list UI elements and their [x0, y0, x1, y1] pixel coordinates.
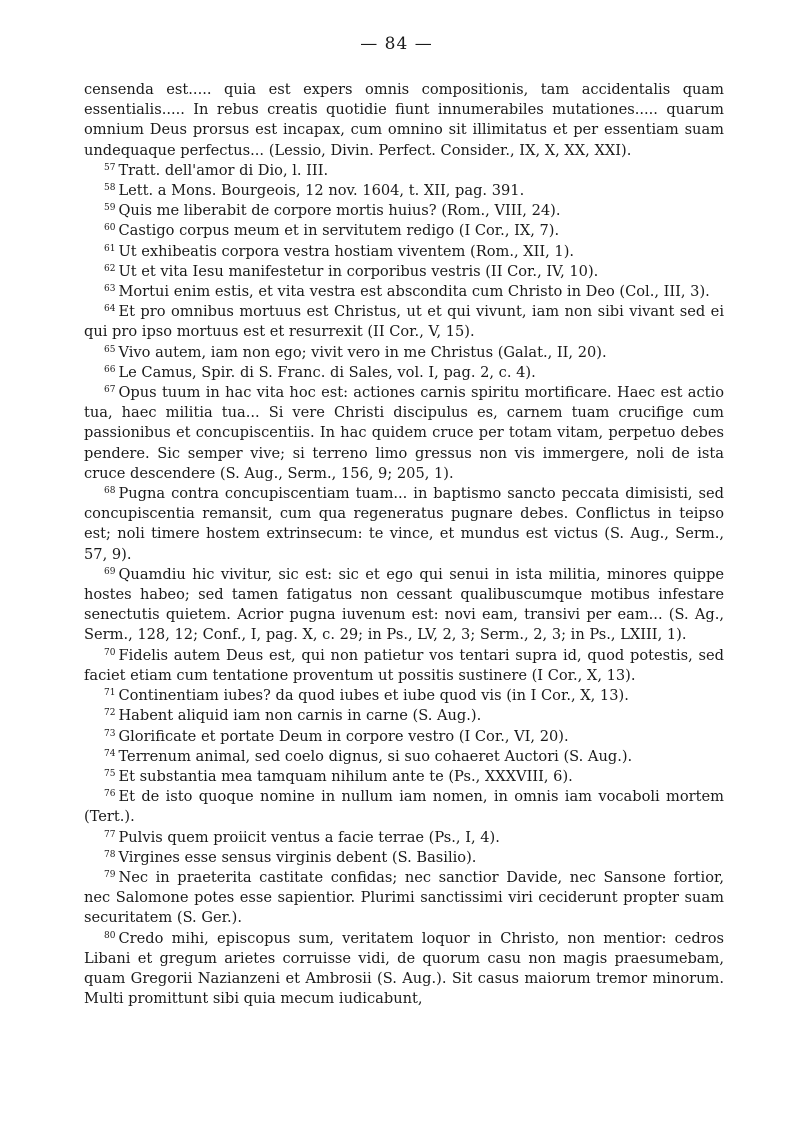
footnote-number: 58 — [104, 183, 116, 194]
footnote-64 — [84, 302, 724, 342]
footnote-number: 61 — [104, 243, 116, 254]
footnote-number: 68 — [104, 486, 116, 497]
footnote-number: 57 — [104, 162, 116, 173]
footnote-67 — [84, 383, 724, 484]
footnote-number: 75 — [104, 768, 116, 779]
footnote-text: Pugna contra concupiscentiam tuam... in baptismo sancto peccata dimisisti, sed concupiscentia remansit, cum qua regeneratus pugnare debes. Conflictus in teipso est; noli timere hostem extrinsecum: te vince, et mundus est victus (S. Aug., Serm., 57, 9). — [84, 485, 724, 563]
footnote-number: 72 — [104, 708, 116, 719]
footnote-59 — [84, 201, 724, 221]
footnote-text: Castigo corpus meum et in servitutem redigo (I Cor., IX, 7). — [118, 222, 560, 240]
footnote-text: Et substantia mea tamquam nihilum ante te (Ps., XXXVIII, 6). — [118, 767, 573, 785]
footnote-number: 62 — [104, 263, 116, 274]
footnote-text: Nec in praeterita castitate confidas; nec sanctior Davide, nec Sansone fortior, nec Salomone potes esse sapientior. Plurimi sanctissimi viri ceciderunt propter suam securitatem (S. Ger.). — [84, 868, 724, 927]
footnote-text: Terrenum animal, sed coelo dignus, si suo cohaeret Auctori (S. Aug.). — [118, 747, 633, 765]
footnote-69 — [84, 565, 724, 646]
footnote-text: Quis me liberabit de corpore mortis huius? (Rom., VIII, 24). — [118, 202, 561, 220]
footnote-text: Virgines esse sensus virginis debent (S. Basilio). — [118, 848, 477, 866]
footnote-number: 77 — [104, 829, 116, 840]
footnote-number: 60 — [104, 223, 116, 234]
footnote-72 — [84, 706, 724, 726]
footnote-70 — [84, 646, 724, 686]
footnote-text: Glorificate et portate Deum in corpore vestro (I Cor., VI, 20). — [118, 727, 569, 745]
footnote-text: Habent aliquid iam non carnis in carne (S. Aug.). — [118, 707, 482, 725]
footnote-text: Vivo autem, iam non ego; vivit vero in me Christus (Galat., II, 20). — [118, 343, 607, 361]
footnote-text: Opus tuum in hac vita hoc est: actiones carnis spiritu mortificare. Haec est actio tua, haec militia tua... Si vere Christi discipulus es, carnem tuam crucifige cum passionibus et concupiscentiis. In hac quidem cruce per totam vitam, perpetuo debes pendere. Sic semper vive; si terreno limo gressus non vis immergere, noli de ista cruce descendere (S. Aug., Serm., 156, 9; 205, 1). — [84, 384, 724, 482]
footnote-number: 63 — [104, 284, 116, 295]
footnote-63 — [84, 282, 724, 302]
footnote-number: 67 — [104, 385, 116, 396]
footnote-80 — [84, 929, 724, 1010]
continuation-text: censenda est..... quia est expers omnis compositionis, tam accidentalis quam essentialis..... In rebus creatis quotidie fiunt innumerabiles mutationes..... quarum omnium Deus prorsus est incapax, cum omnino sit illimitatus et per essentiam suam undequaque perfectus... (Lessio, Divin. Perfect. Consider., IX, X, XX, XXI). — [84, 81, 724, 159]
footnote-number: 76 — [104, 789, 116, 800]
footnote-58 — [84, 181, 724, 201]
footnote-text: Lett. a Mons. Bourgeois, 12 nov. 1604, t. XII, pag. 391. — [118, 182, 525, 200]
footnote-number: 65 — [104, 344, 116, 355]
footnote-78 — [84, 848, 724, 868]
footnote-62 — [84, 262, 724, 282]
footnote-number: 73 — [104, 728, 116, 739]
footnote-76 — [84, 787, 724, 827]
footnote-text: Continentiam iubes? da quod iubes et iube quod vis (in I Cor., X, 13). — [118, 687, 629, 705]
footnote-77 — [84, 828, 724, 848]
footnote-number: 79 — [104, 869, 116, 880]
footnote-text: Tratt. dell'amor di Dio, l. III. — [118, 161, 329, 179]
footnote-text: Pulvis quem proiicit ventus a facie terrae (Ps., I, 4). — [118, 828, 500, 846]
footnote-number: 74 — [104, 748, 116, 759]
footnote-text: Et pro omnibus mortuus est Christus, ut et qui vivunt, iam non sibi vivant sed ei qui pro ipso mortuus est et resurrexit (II Cor., V, 15). — [84, 303, 724, 341]
footnote-number: 80 — [104, 930, 116, 941]
footnote-number: 64 — [104, 304, 116, 315]
footnote-75 — [84, 767, 724, 787]
footnote-74 — [84, 747, 724, 767]
footnote-66 — [84, 363, 724, 383]
footnote-text: Le Camus, Spir. di S. Franc. di Sales, vol. I, pag. 2, c. 4). — [118, 363, 536, 381]
footnote-65 — [84, 343, 724, 363]
footnote-text: Et de isto quoque nomine in nullum iam nomen, in omnis iam vocaboli mortem (Tert.). — [84, 788, 724, 826]
footnote-text: Mortui enim estis, et vita vestra est abscondita cum Christo in Deo (Col., III, 3). — [118, 283, 710, 301]
footnote-71 — [84, 686, 724, 706]
footnote-number: 69 — [104, 566, 116, 577]
footnote-text: Quamdiu hic vivitur, sic est: sic et ego qui senui in ista militia, minores quippe hostes habeo; sed tamen fatigatus non cessant qualibuscumque motibus infestare senectutis quietem. Acrior pugna iuvenum est: novi eam, transivi per eam... (S. Ag., Serm., 128, 12; Conf., I, pag. X, c. 29; in Ps., LV, 2, 3; Serm., 2, 3; in Ps., LXIII, 1). — [84, 565, 724, 644]
footnote-text: Ut exhibeatis corpora vestra hostiam viventem (Rom., XII, 1). — [118, 242, 575, 260]
footnote-number: 70 — [104, 647, 116, 658]
footnote-text: Ut et vita Iesu manifestetur in corporibus vestris (II Cor., IV, 10). — [118, 262, 599, 280]
footnote-60 — [84, 221, 724, 241]
footnote-57 — [84, 161, 724, 181]
page-number: — 84 — — [360, 34, 433, 54]
footnote-number: 78 — [104, 849, 116, 860]
footnotes-body — [84, 80, 724, 1009]
footnote-73 — [84, 727, 724, 747]
footnote-number: 71 — [104, 688, 116, 699]
footnote-61 — [84, 242, 724, 262]
footnote-number: 59 — [104, 203, 116, 214]
footnote-text: Credo mihi, episcopus sum, veritatem loquor in Christo, non mentior: cedros Libani et gregum arietes corruisse vidi, de quorum casu non magis praesumebam, quam Gregorii Nazianzeni et Ambrosii (S. Aug.). Sit casus maiorum tremor minorum. Multi promittunt sibi quia mecum iudicabunt, — [84, 929, 724, 1008]
footnote-text: Fidelis autem Deus est, qui non patietur vos tentari supra id, quod potestis, sed faciet etiam cum tentatione proventum ut possitis sustinere (I Cor., X, 13). — [84, 646, 724, 684]
footnote-68 — [84, 484, 724, 565]
footnote-number: 66 — [104, 364, 116, 375]
footnote-79 — [84, 868, 724, 929]
